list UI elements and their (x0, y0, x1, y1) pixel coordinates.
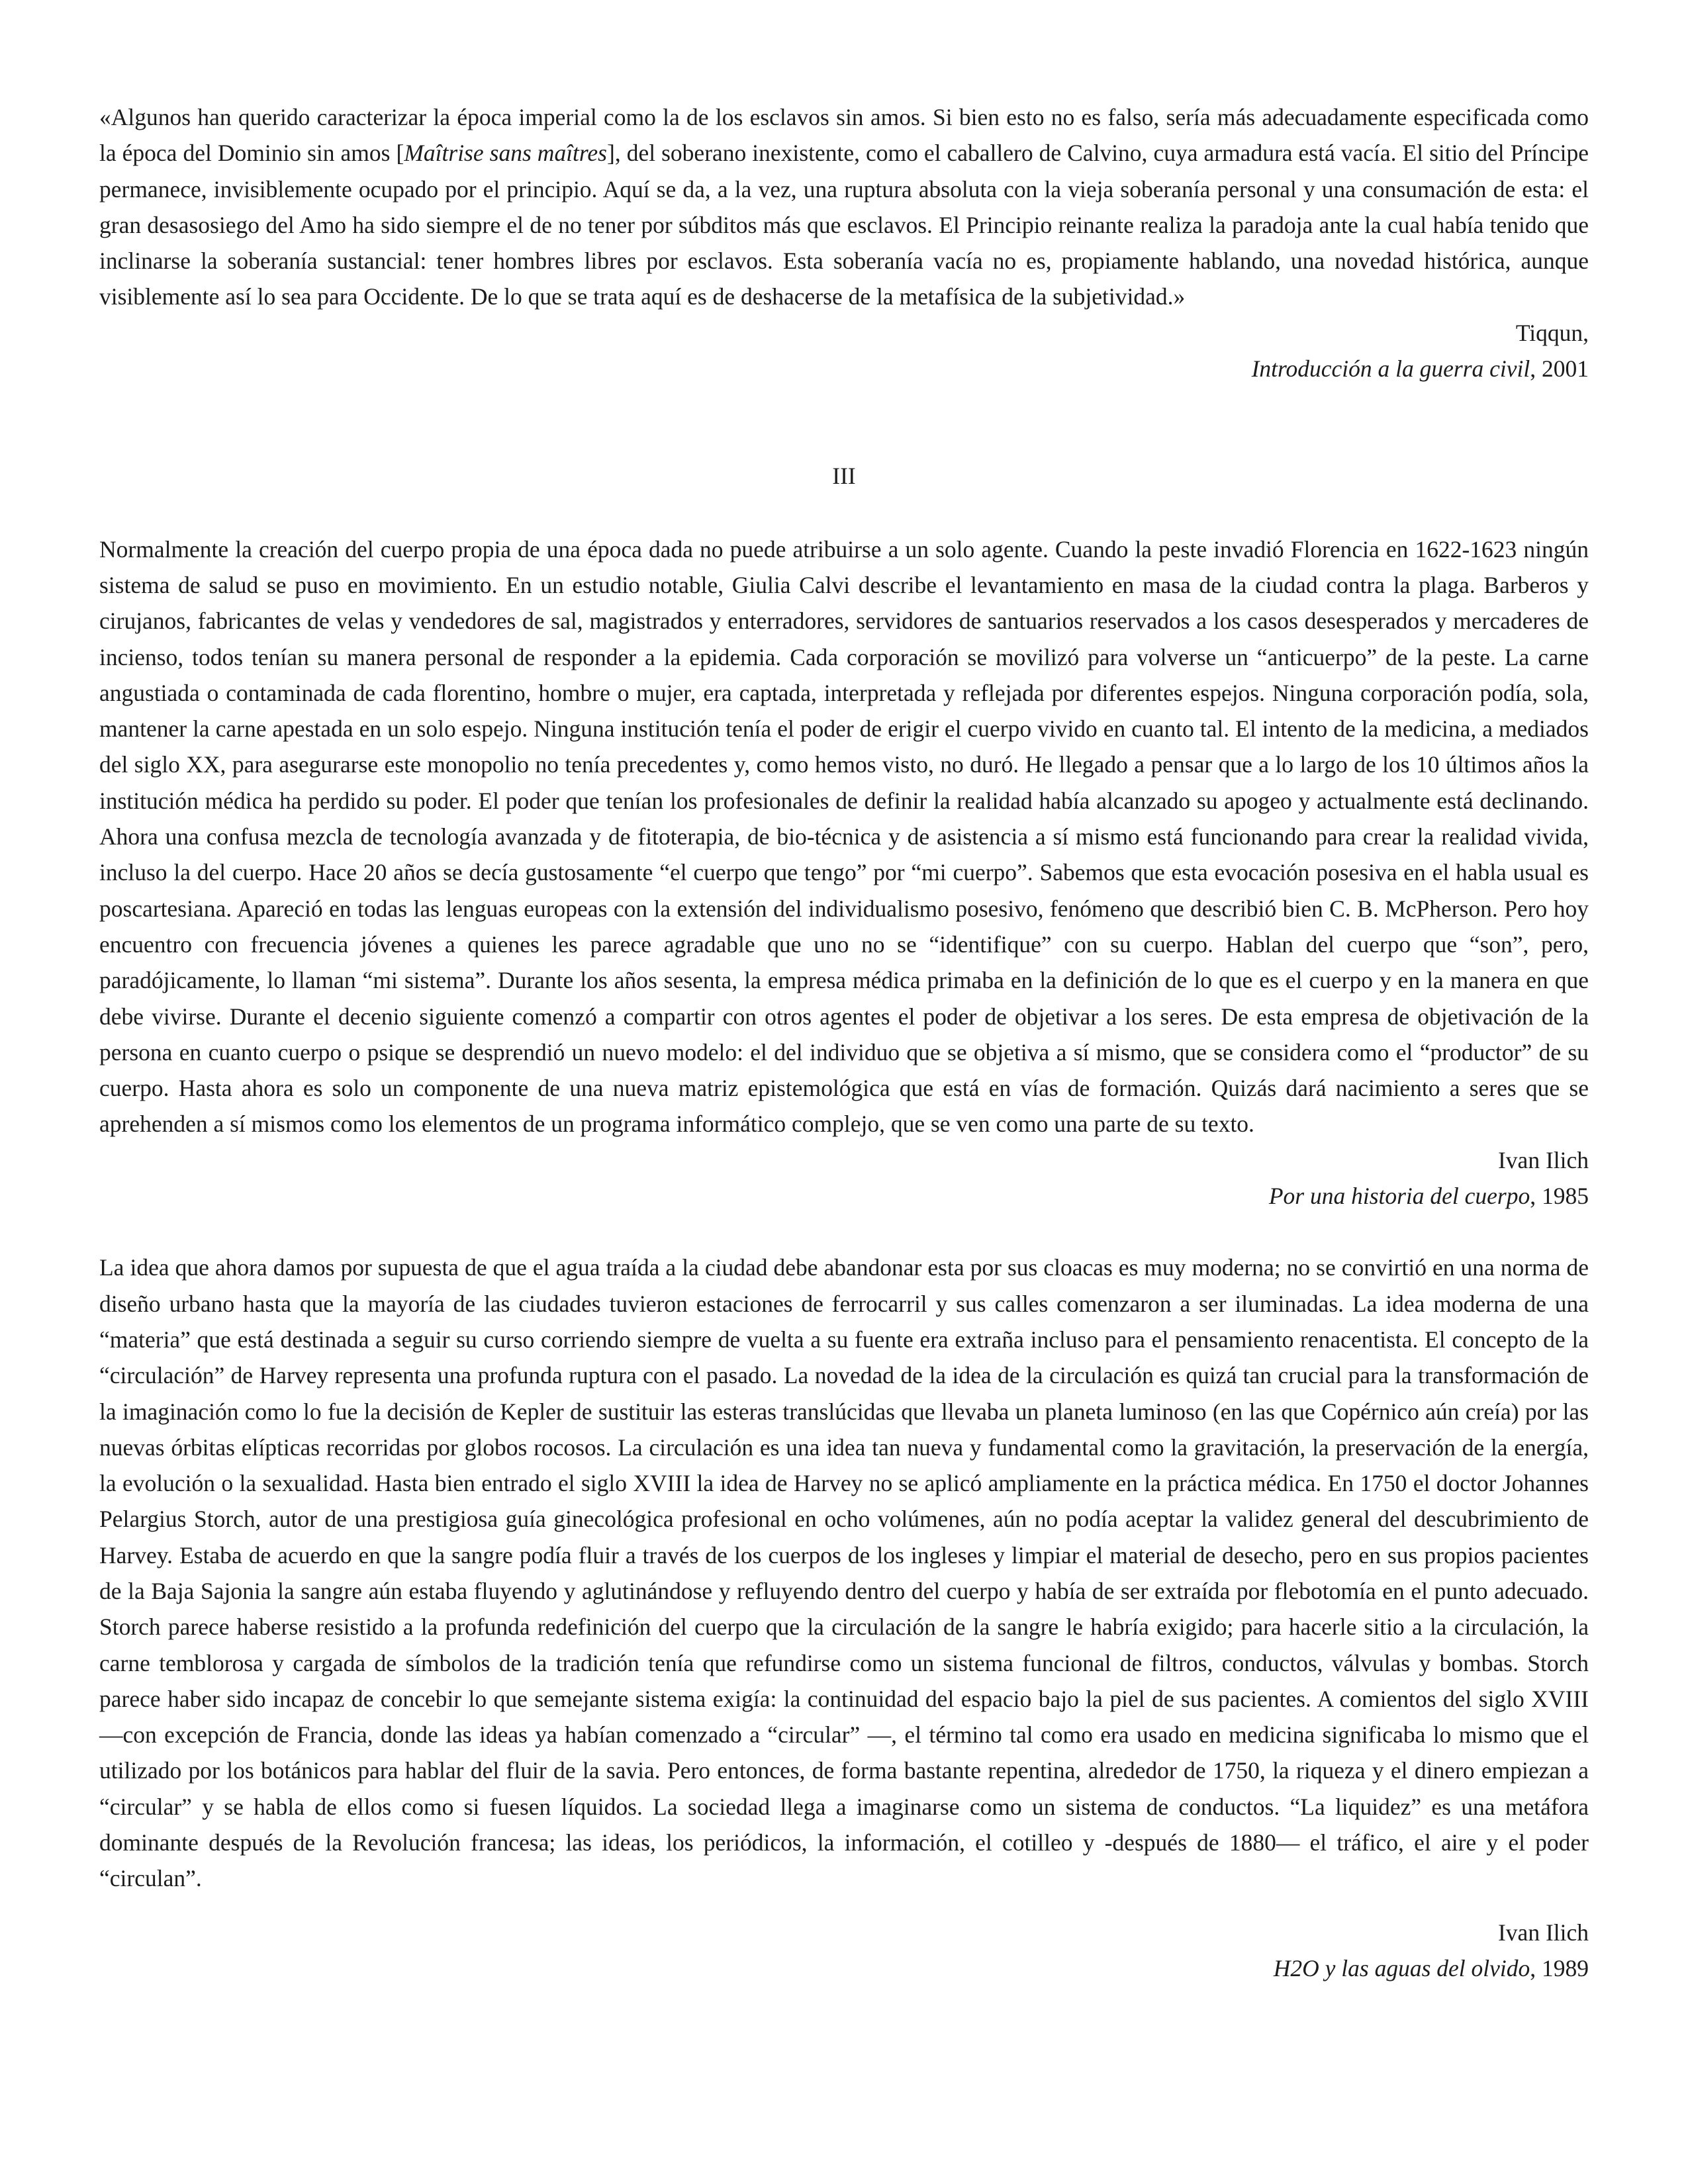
epigraph-text-start: «Algunos han querido caracterizar la época imperial como la de los esclavos sin amos. Si bien esto no es falso, sería más adecuadamente especificada como la época del Dominio sin amos [ (99, 104, 1589, 167)
document-page (99, 99, 1589, 1986)
attribution-source (99, 1178, 1589, 1214)
attribution-author: Ivan Ilich (1497, 1919, 1589, 1946)
attribution-author: Tiqqun, (1515, 319, 1589, 346)
quote-body-attribution (99, 1142, 1589, 1214)
quote-body-history: Normalmente la creación del cuerpo propia de una época dada no puede atribuirse a un solo agente. Cuando la peste invadió Florencia en 1622-1623 ningún sistema de salud se puso en movimiento. En un estudio notable, Giulia Calvi describe el levantamiento en masa de la ciudad contra la plaga. Barberos y cirujanos, fabricantes de velas y vendedores de sal, magistrados y enterradores, servidores de santuarios reservados a los casos desesperados y mercaderes de incienso, todos tenían su manera personal de responder a la epidemia. Cada corporación se movilizó para volverse un “anticuerpo” de la peste. La carne angustiada o contaminada de cada florentino, hombre o mujer, era captada, interpretada y reflejada por diferentes espejos. Ninguna corporación podía, sola, mantener la carne apestada en un solo espejo. Ninguna institución tenía el poder de erigir el cuerpo vivido en cuanto tal. El intento de la medicina, a mediados del siglo XX, para asegurarse este monopolio no tenía precedentes y, como hemos visto, no duró. He llegado a pensar que a lo largo de los 10 últimos años la institución médica ha perdido su poder. El poder que tenían los profesionales de definir la realidad había alcanzado su apogeo y actualmente está declinando. Ahora una confusa mezcla de tecnología avanzada y de fitoterapia, de bio-técnica y de asistencia a sí mismo está funcionando para crear la realidad vivida, incluso la del cuerpo. Hace 20 años se decía gustosamente “el cuerpo que tengo” por “mi cuerpo”. Sabemos que esta evocación posesiva en el habla usual es poscartesiana. Apareció en todas las lenguas europeas con la extensión del individualismo posesivo, fenómeno que describió bien C. B. McPherson. Pero hoy encuentro con frecuencia jóvenes a quienes les parece agradable que uno no se “identifique” con su cuerpo. Hablan del cuerpo que “son”, pero, paradójicamente, lo llaman “mi sistema”. Durante los años sesenta, la empresa médica primaba en la definición de lo que es el cuerpo y en la manera en que debe vivirse. Durante el decenio siguiente comenzó a compartir con otros agentes el poder de objetivar a los seres. De esta empresa de objetivación de la persona en cuanto cuerpo o psique se desprendió un nuevo modelo: el del individuo que se objetiva a sí mismo, que se considera como el “productor” de su cuerpo. Hasta ahora es solo un componente de una nueva matriz epistemológica que está en vías de formación. Quizás dará nacimiento a seres que se aprehenden a sí mismos como los elementos de un programa informático complejo, que se ven como una parte de su texto. (99, 535, 1589, 1138)
epigraph-italic-phrase: Maîtrise sans maîtres (404, 140, 607, 167)
attribution-author: Ivan Ilich (1497, 1146, 1589, 1173)
quote-water-circulation: La idea que ahora damos por supuesta de que el agua traída a la ciudad debe abandonar esta por sus cloacas es muy moderna; no se convirtió en una norma de diseño urbano hasta que la mayoría de las ciudades tuvieron estaciones de ferrocarril y sus calles comenzaron a ser iluminadas. La idea moderna de una “materia” que está destinada a seguir su curso corriendo siempre de vuelta a su fuente era extraña incluso para el pensamiento renacentista. El concepto de la “circulación” de Harvey representa una profunda ruptura con el pasado. La novedad de la idea de la circulación es quizá tan crucial para la transformación de la imaginación como lo fue la decisión de Kepler de sustituir las esteras translúcidas que llevaba un planeta luminoso (en las que Copérnico aún creía) por las nuevas órbitas elípticas recorridas por globos rocosos. La circulación es una idea tan nueva y fundamental como la gravitación, la preservación de la energía, la evolución o la sexualidad. Hasta bien entrado el siglo XVIII la idea de Harvey no se aplicó ampliamente en la práctica médica. En 1750 el doctor Johannes Pelargius Storch, autor de una prestigiosa guía ginecológica profesional en ocho volúmenes, aún no podía aceptar la validez general del descubrimiento de Harvey. Estaba de acuerdo en que la sangre podía fluir a través de los cuerpos de los ingleses y limpiar el material de desecho, pero en sus propios pacientes de la Baja Sajonia la sangre aún estaba fluyendo y aglutinándose y refluyendo dentro del cuerpo y había de ser extraída por flebotomía en el punto adecuado. Storch parece haberse resistido a la profunda redefinición del cuerpo que la circulación de la sangre le habría exigido; para hacerle sitio a la circulación, la carne temblorosa y cargada de símbolos de la tradición tenía que refundirse como un sistema funcional de filtros, conductos, válvulas y bombas. Storch parece haber sido incapaz de concebir lo que semejante sistema exigía: la continuidad del espacio bajo la piel de sus pacientes. A comientos del siglo XVIII —con excepción de Francia, donde las ideas ya habían comenzado a “circular” —, el término tal como era usado en medicina significaba lo mismo que el utilizado por los botánicos para hablar del fluir de la savia. Pero entonces, de forma bastante repentina, alrededor de 1750, la riqueza y el dinero empiezan a “circular” y se habla de ellos como si fuesen líquidos. La sociedad llega a imaginarse como un sistema de conductos. “La liquidez” es una metáfora dominante después de la Revolución francesa; las ideas, los periódicos, la información, el cotilleo y -después de 1880— el tráfico, el aire y el poder “circulan”. (99, 1254, 1589, 1892)
attribution-year: , 2001 (1530, 355, 1589, 383)
epigraph-text-end: ], del soberano inexistente, como el caballero de Calvino, cuya armadura está vacía. El sitio del Príncipe permanece, invisiblemente ocupado por el principio. Aquí se da, a la vez, una ruptura absoluta con la vieja soberanía personal y una consumación de esta: el gran desasosiego del Amo ha sido siempre el de no tener por súbditos más que esclavos. El Principio reinante realiza la paradoja ante la cual había tenido que inclinarse la soberanía sustancial: tener hombres libres por esclavos. Esta soberanía vacía no es, propiamente hablando, una novedad histórica, aunque visiblemente así lo sea para Occidente. De lo que se trata aquí es de deshacerse de la metafísica de la subjetividad.» (99, 140, 1589, 310)
attribution-year: , 1989 (1530, 1954, 1589, 1981)
epigraph-attribution (99, 315, 1589, 387)
section-number: III (832, 463, 856, 490)
attribution-work-title: Introducción a la guerra civil (1251, 355, 1530, 383)
attribution-work-title: Por una historia del cuerpo (1268, 1183, 1530, 1210)
epigraph-quote (99, 99, 1589, 315)
quote-water-attribution (99, 1915, 1589, 1987)
attribution-source (99, 1950, 1589, 1986)
attribution-work-title: H2O y las aguas del olvido (1273, 1954, 1530, 1981)
attribution-source (99, 351, 1589, 387)
attribution-year: , 1985 (1530, 1183, 1589, 1210)
